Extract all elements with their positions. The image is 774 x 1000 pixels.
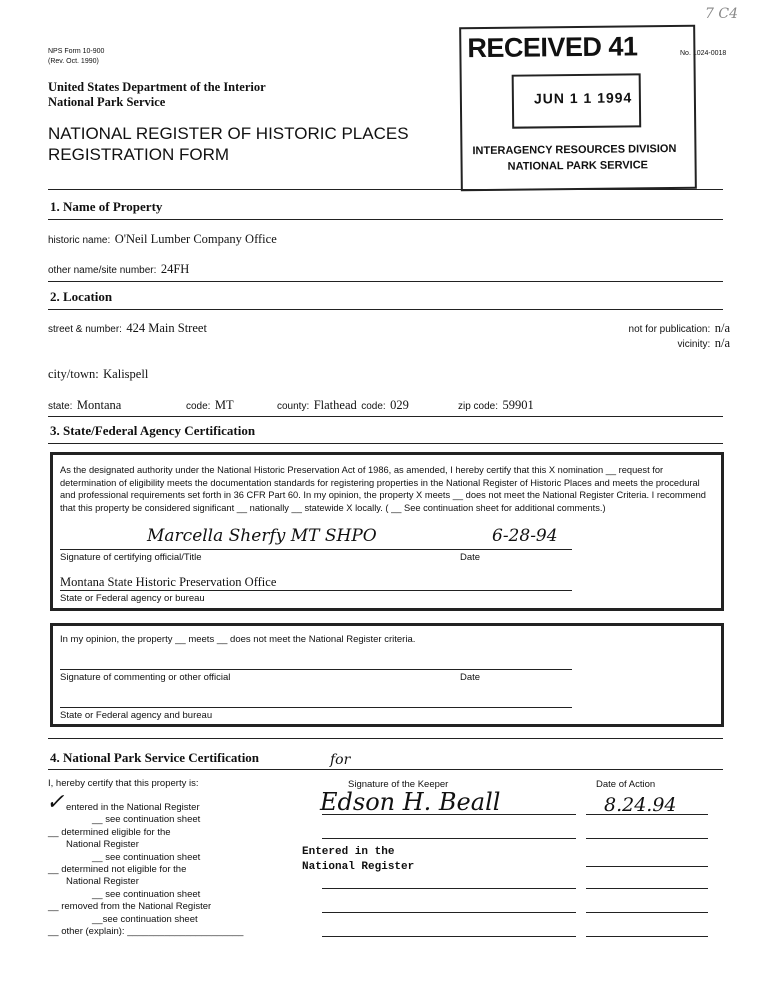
commenting-box	[50, 623, 724, 727]
county-label: county:	[277, 401, 310, 412]
divider	[48, 738, 723, 739]
stamp-date-box	[512, 73, 642, 128]
opinion-text: In my opinion, the property __ meets __ does not meet the National Register criteria.	[60, 634, 416, 645]
form-title-line1: NATIONAL REGISTER OF HISTORIC PLACES	[48, 124, 409, 143]
divider	[48, 309, 723, 310]
vicinity-value: n/a	[714, 336, 730, 350]
form-number: NPS Form 10-900	[48, 48, 105, 55]
agency-value: Montana State Historic Preservation Office	[60, 575, 277, 589]
state-code-label: code:	[186, 401, 211, 412]
zip-row	[458, 396, 534, 414]
divider	[48, 189, 723, 190]
state-code-value: MT	[214, 398, 234, 412]
option-continuation: __ see continuation sheet	[92, 814, 201, 826]
city-row	[48, 365, 148, 383]
commenting-line	[60, 669, 572, 670]
vicinity-label: vicinity:	[677, 339, 711, 350]
street-row	[48, 319, 207, 337]
option-not-eligible-register: National Register	[66, 876, 139, 888]
keeper-line	[322, 888, 576, 889]
option-eligible-register: National Register	[66, 839, 139, 851]
zip-label: zip code:	[458, 401, 499, 412]
divider	[48, 416, 723, 417]
date-of-action-value: 8.24.94	[604, 794, 677, 816]
signature-label: Signature of certifying official/Title	[60, 552, 202, 563]
divider	[48, 443, 723, 444]
stamp-date: JUN 1 1 1994	[533, 89, 633, 107]
omb-number: No. 1024-0018	[680, 50, 727, 57]
keeper-line	[322, 838, 576, 839]
commenting-label: Signature of commenting or other official	[60, 672, 231, 683]
date-label: Date	[460, 552, 481, 563]
agency-label: State or Federal agency or bureau	[60, 593, 205, 604]
option-not-eligible: __ determined not eligible for the	[48, 864, 187, 876]
option-continuation: __ see continuation sheet	[92, 851, 201, 863]
divider	[48, 769, 723, 770]
city-label: city/town:	[48, 367, 99, 381]
action-line	[586, 838, 708, 839]
option-other: __ other (explain): ______________________	[48, 926, 244, 938]
agency-line-2	[60, 707, 572, 708]
divider	[48, 219, 723, 220]
stamp-division: INTERAGENCY RESOURCES DIVISION	[472, 142, 677, 158]
county-code-value: 029	[390, 398, 409, 412]
divider	[48, 281, 723, 282]
vicinity-row	[677, 334, 730, 352]
option-entered: entered in the National Register	[66, 802, 200, 813]
form-title-line2: REGISTRATION FORM	[48, 145, 230, 164]
action-line	[586, 888, 708, 889]
nfp-label: not for publication:	[628, 324, 711, 335]
historic-name-value: O'Neil Lumber Company Office	[114, 232, 277, 246]
corner-mark: 7 C4	[705, 6, 738, 22]
other-name-label: other name/site number:	[48, 265, 157, 276]
option-eligible: __ determined eligible for the	[48, 826, 171, 838]
agency-name: National Park Service	[48, 95, 166, 109]
agency-label-2: State or Federal agency and bureau	[60, 710, 213, 721]
stamp-received: RECEIVED 41	[467, 31, 638, 64]
option-continuation: __see continuation sheet	[92, 913, 198, 925]
section2-heading: 2. Location	[50, 289, 113, 304]
historic-name-label: historic name:	[48, 235, 111, 246]
other-name-row	[48, 260, 189, 278]
certifying-date: 6-28-94	[492, 526, 558, 546]
state-code-row	[186, 396, 234, 414]
received-stamp	[459, 25, 697, 191]
keeper-line	[322, 814, 576, 815]
county-code-label: code:	[361, 401, 386, 412]
department-name: United States Department of the Interior	[48, 80, 266, 94]
state-label: state:	[48, 401, 73, 412]
county-row	[277, 396, 409, 414]
keeper-line	[322, 912, 576, 913]
for-annotation: for	[330, 752, 351, 768]
entered-stamp-line2: National Register	[302, 861, 415, 873]
option-continuation: __ see continuation sheet	[92, 888, 201, 900]
keeper-signature: Edson H. Beall	[320, 788, 501, 816]
form-revision: (Rev. Oct. 1990)	[48, 58, 99, 65]
stamp-service: NATIONAL PARK SERVICE	[507, 159, 649, 173]
county-value: Flathead	[313, 398, 357, 412]
certification-box	[50, 452, 724, 611]
option-removed: __ removed from the National Register	[48, 901, 212, 913]
city-value: Kalispell	[103, 367, 149, 381]
nps-intro: I, hereby certify that this property is:	[48, 778, 199, 789]
section1-heading: 1. Name of Property	[50, 199, 163, 214]
action-line	[586, 912, 708, 913]
keeper-label: Signature of the Keeper	[348, 779, 449, 790]
certifying-signature: Marcella Sherfy MT SHPO	[147, 526, 377, 546]
state-value: Montana	[76, 398, 122, 412]
nfp-value: n/a	[714, 321, 730, 335]
street-label: street & number:	[48, 324, 122, 335]
action-line	[586, 866, 708, 867]
entered-stamp-line1: Entered in the	[302, 846, 395, 858]
date-label-2: Date	[460, 672, 481, 683]
section4-heading: 4. National Park Service Certification	[50, 750, 260, 765]
other-name-value: 24FH	[160, 262, 190, 276]
section3-heading: 3. State/Federal Agency Certification	[50, 423, 256, 438]
zip-value: 59901	[502, 398, 534, 412]
state-row	[48, 396, 121, 414]
certification-text: As the designated authority under the National Historic Preservation Act of 1986, as amended, I hereby certify that this X nomination __ request for determination of eligibility meets the documentation standards for registering properties in the National Register of Historic Places and meets the procedural and professional requirements set forth in 36 CFR Part 60. In my opinion, the property X meets __ does not meet the National Register Criteria. I recommend that this property be considered significant __ nationally __ statewide X locally. ( __ See continuation sheet for additional comments.)	[60, 465, 706, 513]
agency-line	[60, 590, 572, 591]
date-of-action-label: Date of Action	[596, 779, 656, 790]
street-value: 424 Main Street	[126, 321, 207, 335]
nps-options	[48, 802, 243, 938]
signature-line	[60, 549, 572, 550]
keeper-line	[322, 936, 576, 937]
action-line	[586, 936, 708, 937]
check-mark: ✓	[46, 790, 65, 815]
historic-name-row	[48, 230, 277, 248]
action-line	[586, 814, 708, 815]
